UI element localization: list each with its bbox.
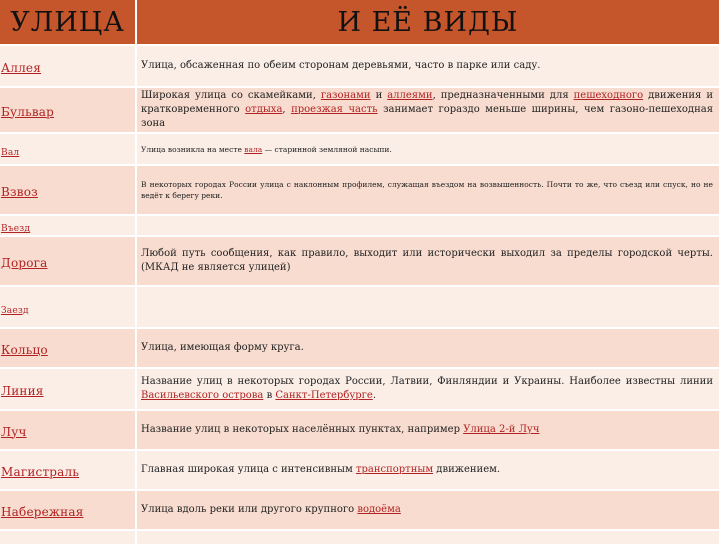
definition: [141, 341, 713, 355]
inline-link[interactable]: газонами: [320, 90, 371, 101]
term-link[interactable]: Въезд: [1, 224, 31, 234]
term-link[interactable]: Луч: [1, 424, 27, 439]
table-row: [0, 286, 720, 328]
definition-text: Любой путь сообщения, как правило, выходит или исторически выходил за пределы городской черты. (МКАД не является улицей): [141, 248, 713, 273]
term-cell: [0, 530, 136, 544]
definition-cell: [136, 410, 720, 450]
definition-text: Улица, обсаженная по обеим сторонам деревьями, часто в парке или саду.: [141, 60, 541, 71]
term-link[interactable]: Кольцо: [1, 342, 48, 357]
definition-text: и: [370, 90, 388, 101]
term-cell: [0, 328, 136, 368]
inline-link[interactable]: аллеями: [387, 90, 433, 101]
definition: [141, 375, 713, 403]
definition-cell: [136, 368, 720, 410]
definition-text: , предназначенными для: [432, 90, 574, 101]
inline-link[interactable]: Улица 2-й Луч: [463, 424, 540, 435]
inline-link[interactable]: пешеходного: [573, 90, 644, 101]
inline-link[interactable]: транспортным: [355, 464, 434, 475]
definition-cell: [136, 165, 720, 215]
definition: [141, 89, 713, 131]
term-cell: [0, 410, 136, 450]
definition: [141, 463, 713, 477]
term-cell: [0, 45, 136, 87]
term-cell: [0, 450, 136, 490]
definition: [141, 503, 713, 517]
header-row: [0, 0, 720, 45]
table-row: [0, 133, 720, 165]
definition-cell: [136, 236, 720, 286]
header-types: И ЕЁ ВИДЫ: [136, 0, 720, 45]
table-row: [0, 410, 720, 450]
term-link[interactable]: Вал: [1, 147, 20, 158]
term-link[interactable]: Аллея: [1, 60, 42, 75]
definition-cell: [136, 328, 720, 368]
definition-text: Улица, имеющая форму круга.: [141, 342, 304, 353]
definition-text: занимает гораздо меньше ширины, чем газоно-пешеходная зона: [141, 104, 714, 129]
table-row: [0, 490, 720, 530]
definition-cell: [136, 490, 720, 530]
table-row: [0, 450, 720, 490]
definition-text: В некоторых городах России улица с наклонным профилем, служащая въездом на возвышенность. Почти то же, что съезд или спуск, но не ведёт к берегу реки.: [141, 180, 713, 200]
definition-text: — старинной земляной насыпи.: [262, 144, 392, 154]
inline-link[interactable]: проезжая часть: [291, 104, 378, 115]
inline-link[interactable]: Васильевского острова: [141, 390, 264, 401]
definition-text: Название улиц в некоторых населённых пунктах, например: [141, 424, 464, 435]
inline-link[interactable]: водоёма: [357, 504, 401, 515]
definition-cell: [136, 450, 720, 490]
definition-text: в: [263, 390, 276, 401]
definition-text: Главная широкая улица с интенсивным: [141, 464, 356, 475]
definition: [141, 423, 713, 437]
table-row: [0, 165, 720, 215]
inline-link[interactable]: вала: [244, 144, 263, 154]
table-row: [0, 328, 720, 368]
definition-cell: [136, 530, 720, 544]
table-row: [0, 236, 720, 286]
table-row: [0, 87, 720, 133]
definition: [141, 179, 713, 201]
term-cell: [0, 133, 136, 165]
term-link[interactable]: Набережная: [1, 504, 84, 519]
term-cell: [0, 165, 136, 215]
table-row: [0, 45, 720, 87]
header-street: УЛИЦА: [0, 0, 136, 45]
definition-cell: [136, 87, 720, 133]
term-cell: [0, 286, 136, 328]
definition-cell: [136, 45, 720, 87]
inline-link[interactable]: отдыха: [245, 104, 283, 115]
term-link[interactable]: Заезд: [1, 305, 29, 316]
definition-text: Улица возникла на месте: [141, 144, 245, 154]
definition-text: .: [372, 390, 376, 401]
definition: [141, 59, 713, 73]
definition-cell: [136, 286, 720, 328]
definition-text: Улица вдоль реки или другого крупного: [141, 504, 358, 515]
definition-text: Широкая улица со скамейками,: [141, 90, 321, 101]
term-cell: [0, 490, 136, 530]
definition-cell: [136, 133, 720, 165]
definition-text: ,: [282, 104, 292, 115]
term-cell: [0, 368, 136, 410]
table-row: [0, 530, 720, 544]
inline-link[interactable]: Санкт-Петербурге: [275, 390, 373, 401]
table-row: [0, 368, 720, 410]
term-cell: [0, 87, 136, 133]
term-link[interactable]: Бульвар: [1, 104, 55, 119]
definition-cell: [136, 215, 720, 236]
definition-text: Название улиц в некоторых городах России, Латвии, Финляндии и Украины. Наиболее известны линии: [141, 376, 713, 387]
term-link[interactable]: Магистраль: [1, 464, 80, 479]
term-cell: [0, 236, 136, 286]
definition: [141, 247, 713, 275]
term-link[interactable]: Линия: [1, 383, 44, 398]
definition-text: движения и кратковременного: [141, 90, 713, 115]
term-link[interactable]: Взвоз: [1, 184, 38, 199]
table-row: [0, 215, 720, 236]
term-cell: [0, 215, 136, 236]
term-link[interactable]: Дорога: [1, 255, 48, 270]
definition-text: движением.: [433, 464, 501, 475]
definition: [141, 144, 713, 155]
